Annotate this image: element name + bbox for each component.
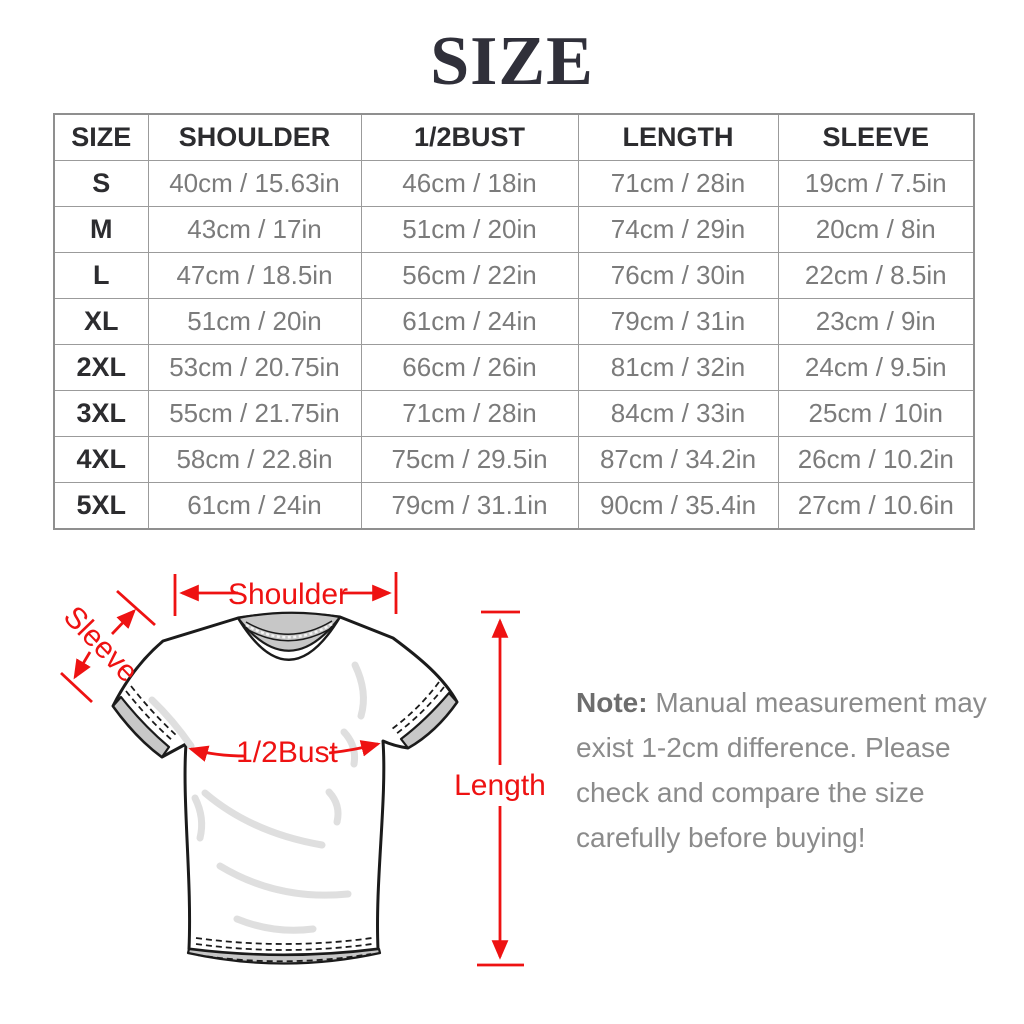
table-row <box>54 345 974 391</box>
tshirt-body-outline <box>113 614 457 955</box>
size-cell: S <box>54 161 148 207</box>
measurement-cell: 19cm / 7.5in <box>778 161 974 207</box>
measurement-cell: 66cm / 26in <box>361 345 578 391</box>
note-label: Note: <box>576 687 648 718</box>
note-line <box>576 680 987 725</box>
column-header: SHOULDER <box>148 114 361 161</box>
bust-label: 1/2Bust <box>236 736 338 769</box>
measurement-cell: 43cm / 17in <box>148 207 361 253</box>
size-cell: L <box>54 253 148 299</box>
table-row <box>54 207 974 253</box>
measurement-cell: 46cm / 18in <box>361 161 578 207</box>
table-row <box>54 253 974 299</box>
sleeve-label: Sleeve <box>56 599 145 689</box>
note-block <box>576 680 987 860</box>
measurement-cell: 79cm / 31in <box>578 299 778 345</box>
size-table-head <box>54 114 974 161</box>
table-header-row <box>54 114 974 161</box>
shoulder-measure <box>175 572 396 616</box>
table-row <box>54 483 974 530</box>
measurement-cell: 56cm / 22in <box>361 253 578 299</box>
measurement-cell: 24cm / 9.5in <box>778 345 974 391</box>
size-cell: XL <box>54 299 148 345</box>
measurement-cell: 81cm / 32in <box>578 345 778 391</box>
measurement-cell: 84cm / 33in <box>578 391 778 437</box>
measurement-cell: 51cm / 20in <box>361 207 578 253</box>
measurement-cell: 74cm / 29in <box>578 207 778 253</box>
measurement-cell: 75cm / 29.5in <box>361 437 578 483</box>
measurement-cell: 47cm / 18.5in <box>148 253 361 299</box>
size-table <box>53 113 975 530</box>
measurement-cell: 23cm / 9in <box>778 299 974 345</box>
tshirt-drawing <box>113 613 457 964</box>
measurement-cell: 71cm / 28in <box>361 391 578 437</box>
measurement-cell: 61cm / 24in <box>361 299 578 345</box>
column-header: SIZE <box>54 114 148 161</box>
table-row <box>54 437 974 483</box>
table-row <box>54 161 974 207</box>
measurement-cell: 53cm / 20.75in <box>148 345 361 391</box>
shoulder-label: Shoulder <box>227 578 349 611</box>
column-header: SLEEVE <box>778 114 974 161</box>
size-cell: 2XL <box>54 345 148 391</box>
size-table-body <box>54 161 974 530</box>
table-row <box>54 299 974 345</box>
measurement-cell: 27cm / 10.6in <box>778 483 974 530</box>
measurement-cell: 87cm / 34.2in <box>578 437 778 483</box>
measurement-cell: 79cm / 31.1in <box>361 483 578 530</box>
size-cell: 4XL <box>54 437 148 483</box>
measurement-cell: 26cm / 10.2in <box>778 437 974 483</box>
measurement-cell: 90cm / 35.4in <box>578 483 778 530</box>
measurement-cell: 71cm / 28in <box>578 161 778 207</box>
size-cell: M <box>54 207 148 253</box>
measurement-cell: 40cm / 15.63in <box>148 161 361 207</box>
length-label: Length <box>454 769 546 802</box>
page-title: SIZE <box>430 23 594 100</box>
size-cell: 5XL <box>54 483 148 530</box>
measurement-cell: 76cm / 30in <box>578 253 778 299</box>
note-text: Manual measurement may <box>655 687 987 718</box>
column-header: LENGTH <box>578 114 778 161</box>
length-measure <box>454 612 546 965</box>
column-header: 1/2BUST <box>361 114 578 161</box>
size-cell: 3XL <box>54 391 148 437</box>
measurement-cell: 58cm / 22.8in <box>148 437 361 483</box>
measurement-cell: 61cm / 24in <box>148 483 361 530</box>
measurement-cell: 25cm / 10in <box>778 391 974 437</box>
measurement-cell: 22cm / 8.5in <box>778 253 974 299</box>
table-row <box>54 391 974 437</box>
measurement-cell: 55cm / 21.75in <box>148 391 361 437</box>
note-line: check and compare the size <box>576 777 925 808</box>
measurement-cell: 51cm / 20in <box>148 299 361 345</box>
note-line: exist 1-2cm difference. Please <box>576 732 951 763</box>
note-line: carefully before buying! <box>576 822 866 853</box>
measurement-cell: 20cm / 8in <box>778 207 974 253</box>
